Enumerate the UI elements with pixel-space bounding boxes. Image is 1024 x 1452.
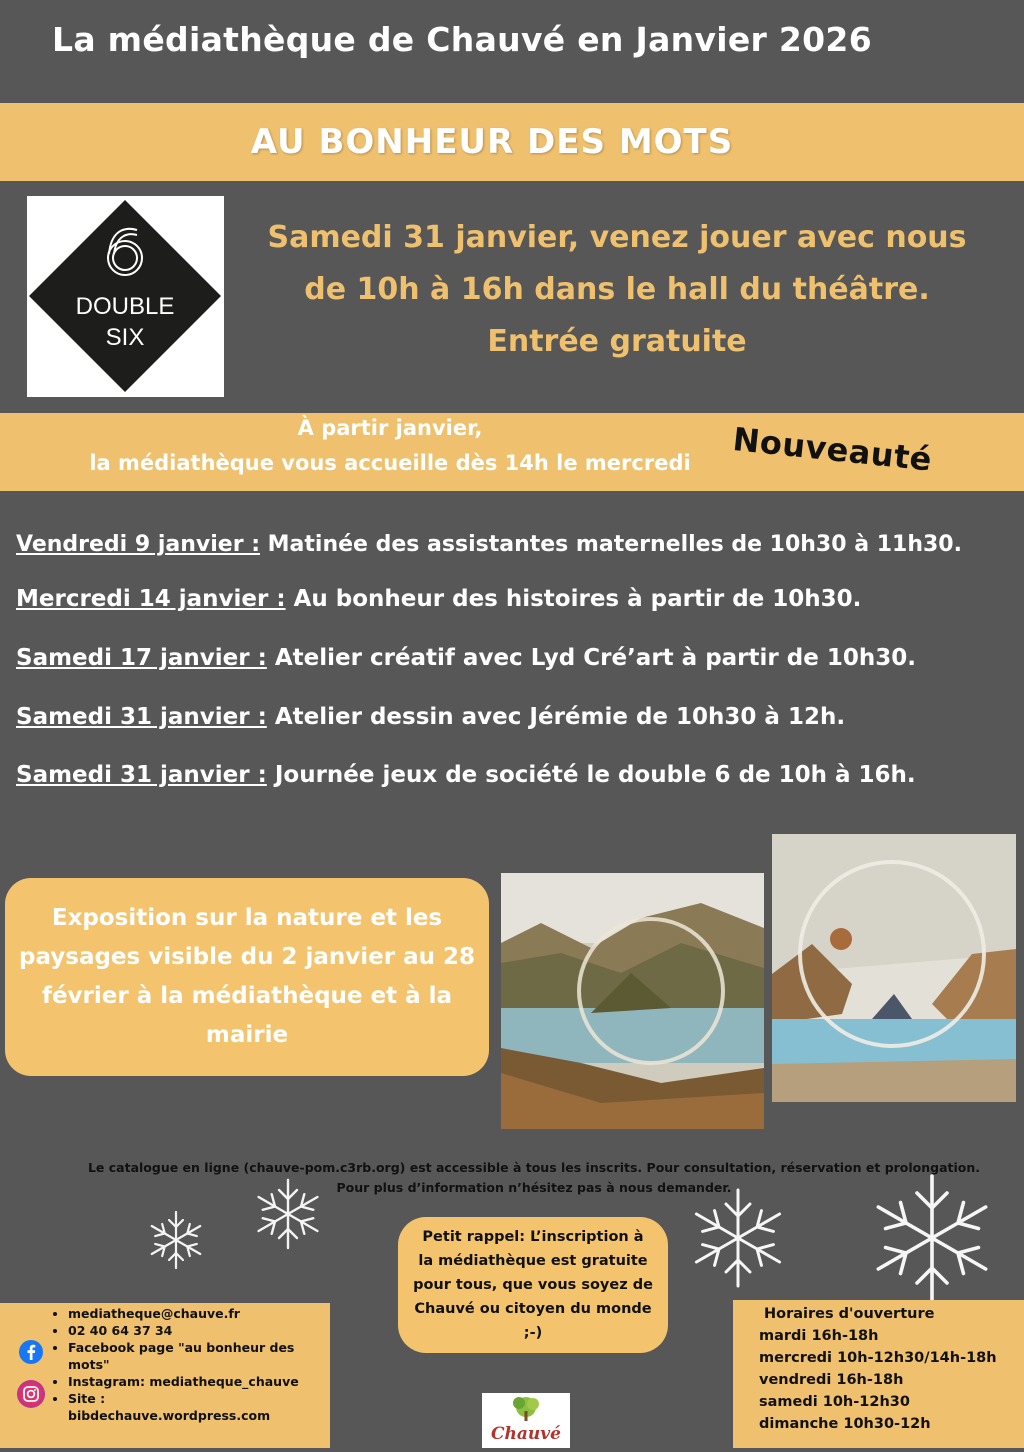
hours-title: Horaires d'ouverture	[764, 1306, 935, 1322]
site-link[interactable]: bibdechauve.wordpress.com	[68, 1408, 271, 1423]
event-line-2: de 10h à 16h dans le hall du théâtre.	[304, 272, 930, 307]
snowflake-icon	[866, 1170, 998, 1306]
site-item	[68, 1390, 318, 1424]
snowflake-icon	[142, 1208, 210, 1272]
hours-line: vendredi 16h-18h	[759, 1372, 904, 1388]
event-line-1: Samedi 31 janvier, venez jouer avec nous	[267, 220, 967, 255]
exposition-box	[5, 878, 489, 1076]
event-date: Samedi 31 janvier :	[16, 704, 267, 730]
chauve-logo	[482, 1393, 570, 1448]
event-description: Au bonheur des histoires à partir de 10h30.	[285, 586, 862, 612]
exposition-text: Exposition sur la nature et les paysages visible du 2 janvier au 28 février à la médiathèque et à la mairie	[18, 905, 475, 1048]
snowflake-icon	[248, 1176, 328, 1252]
snowflake-icon	[688, 1185, 788, 1291]
event-announcement	[232, 212, 1002, 368]
event-description: Matinée des assistantes maternelles de 10h30 à 11h30.	[260, 532, 962, 557]
facebook-link[interactable]: • Facebook page "au bonheur des mots"	[68, 1339, 318, 1373]
nouveaute-badge: Nouveauté	[731, 420, 934, 479]
event-item	[16, 704, 845, 730]
event-description: Journée jeux de société le double 6 de 10h à 16h.	[266, 762, 916, 788]
event-date: Mercredi 14 janvier :	[16, 586, 286, 612]
event-line-3: Entrée gratuite	[487, 324, 747, 359]
event-date: Samedi 17 janvier :	[16, 645, 267, 671]
email-link[interactable]: • mediatheque@chauve.fr	[68, 1305, 318, 1322]
catalogue-line-2: Pour plus d’information n’hésitez pas à nous demander.	[336, 1180, 732, 1195]
landscape-painting-1	[501, 873, 764, 1129]
event-date: Samedi 31 janvier :	[16, 762, 267, 788]
catalogue-line-1: Le catalogue en ligne (chauve-pom.c3rb.org) est accessible à tous les inscrits. Pour consultation, réservation et prolongation.	[87, 1160, 981, 1175]
hours-line: samedi 10h-12h30	[759, 1394, 910, 1410]
reminder-box	[398, 1217, 668, 1353]
logo-line1: DOUBLE	[75, 293, 175, 320]
hours-line: mardi 16h-18h	[759, 1328, 879, 1344]
notice-line-2: la médiathèque vous accueille dès 14h le mercredi	[89, 451, 691, 475]
hours-line: mercredi 10h-12h30/14h-18h	[759, 1350, 997, 1366]
event-item	[16, 762, 916, 788]
event-item	[16, 645, 916, 671]
event-description: Atelier dessin avec Jérémie de 10h30 à 12h.	[266, 704, 846, 730]
double-six-logo-graphic	[27, 196, 224, 397]
instagram-link[interactable]: • Instagram: mediatheque_chauve	[68, 1373, 318, 1390]
title-banner	[0, 103, 1024, 181]
site-label: Site :	[68, 1391, 106, 1406]
event-item	[16, 532, 962, 557]
event-description: Atelier créatif avec Lyd Cré’art à partir de 10h30.	[266, 645, 916, 671]
logo-line2: SIX	[105, 324, 145, 351]
hours-line: dimanche 10h30-12h	[759, 1416, 931, 1432]
double-six-logo	[27, 196, 224, 397]
banner-title: AU BONHEUR DES MOTS	[250, 122, 734, 162]
landscape-painting-2	[772, 834, 1016, 1102]
chauve-logo-text: Chauvé	[491, 1424, 561, 1444]
chauve-logo-graphic	[482, 1393, 570, 1448]
opening-hours-panel	[733, 1300, 1024, 1448]
phone-number: • 02 40 64 37 34	[68, 1322, 318, 1339]
page-title: La médiathèque de Chauvé en Janvier 2026	[52, 20, 872, 59]
notice-line-1: À partir janvier,	[297, 416, 483, 440]
facebook-icon[interactable]	[18, 1339, 44, 1365]
instagram-icon[interactable]	[16, 1379, 46, 1409]
reminder-text: Petit rappel: L’inscription à la médiathèque est gratuite pour tous, que vous soyez de Chauvé ou citoyen du monde ;-)	[413, 1229, 653, 1341]
event-date: Vendredi 9 janvier :	[16, 532, 260, 557]
contact-list	[0, 1305, 318, 1424]
contact-panel	[0, 1303, 330, 1448]
event-item	[16, 586, 861, 612]
